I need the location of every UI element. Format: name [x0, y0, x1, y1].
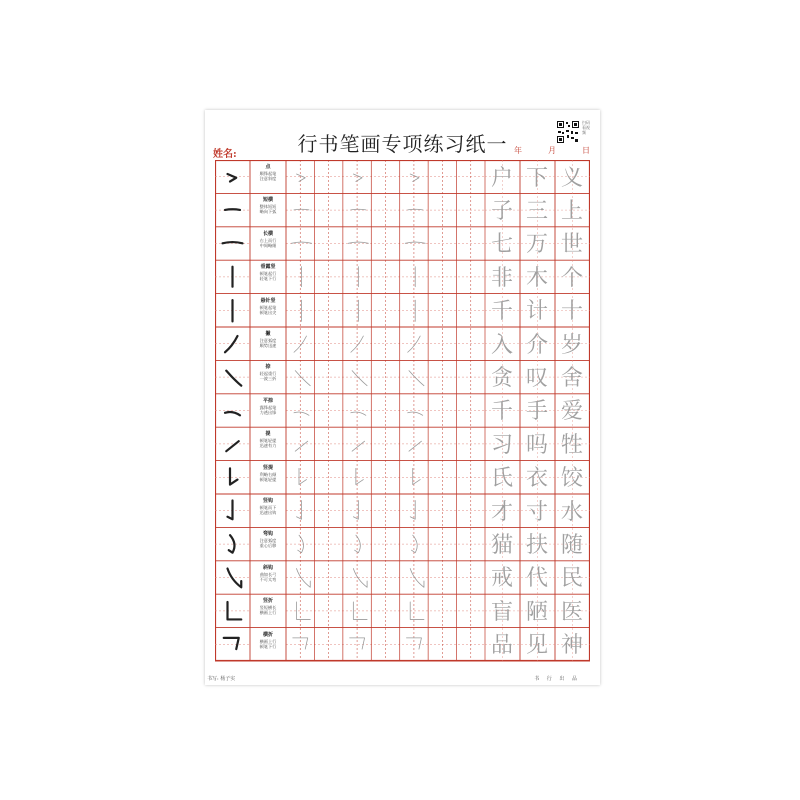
practice-character: 十: [560, 299, 583, 325]
stroke-description: 顿笔出尖: [259, 309, 277, 315]
practice-character: 万: [525, 232, 548, 258]
stroke-description: 注意弧度: [259, 338, 277, 343]
month-label: 月: [548, 146, 556, 155]
stroke-name: 横折: [262, 631, 273, 638]
stroke-description: 曲如长弓: [259, 571, 277, 577]
trace-stroke: [295, 371, 310, 386]
day-label: 日: [582, 146, 590, 155]
stroke-description: 重心后移: [259, 543, 277, 549]
practice-character: 岁: [560, 332, 583, 358]
stroke-guide: [250, 499, 286, 515]
trace-stroke: [352, 371, 367, 386]
model-stroke: [228, 501, 233, 520]
model-stroke: [225, 336, 238, 352]
stroke-guide: [250, 466, 286, 482]
stroke-guide: [250, 332, 286, 348]
practice-character: 三: [525, 198, 548, 224]
name-label: 姓名:: [213, 149, 237, 160]
trace-stroke: [409, 371, 424, 386]
stroke-description: 力透出锋: [259, 409, 277, 415]
author-credit: 书写: 杨子实: [207, 676, 236, 682]
stroke-description: 露锋起笔: [259, 404, 277, 410]
stroke-description: 顿笔起行: [259, 271, 277, 277]
practice-character: 氏: [490, 466, 513, 492]
stroke-guide: [250, 232, 286, 248]
practice-character: 手: [525, 399, 548, 425]
trace-stroke: [405, 242, 425, 243]
practice-character: 民: [560, 566, 583, 592]
date-fields: [514, 145, 590, 156]
practice-character: 代: [525, 566, 548, 592]
trace-stroke: [294, 412, 309, 415]
trace-stroke: [410, 501, 415, 520]
practice-character: 介: [525, 332, 548, 358]
stroke-description: 顺势迅速: [259, 343, 277, 348]
practice-character: 入: [490, 332, 513, 358]
stroke-description: 顿笔下行: [259, 643, 277, 649]
practice-character: 叹: [525, 365, 548, 391]
stroke-name: 垂露竖: [260, 264, 276, 271]
practice-character: 上: [560, 198, 583, 224]
trace-stroke: [406, 638, 421, 649]
stroke-description: 中间略细: [259, 242, 277, 248]
model-stroke: [228, 174, 237, 182]
stroke-description: 顿笔而下: [259, 505, 277, 510]
stroke-description: 轻起重行: [259, 371, 277, 377]
practice-character: 才: [490, 499, 513, 525]
trace-stroke: [295, 441, 308, 451]
trace-stroke: [353, 501, 358, 520]
practice-character: 饺: [560, 466, 583, 492]
practice-character: 陋: [525, 599, 548, 625]
stroke-name: 短横: [262, 197, 273, 204]
trace-stroke: [293, 638, 308, 649]
stroke-description: 注意弧度: [259, 538, 277, 544]
model-stroke: [225, 412, 240, 415]
stroke-guide: [250, 198, 286, 214]
practice-character: 户: [490, 165, 513, 191]
model-stroke: [226, 441, 239, 451]
practice-character: 随: [560, 532, 583, 558]
publisher-credit: 书 行 出 品: [534, 676, 580, 682]
stroke-description: 一波三折: [259, 376, 277, 382]
model-stroke: [226, 371, 241, 386]
stroke-description: 迅速出钩: [259, 510, 277, 515]
stroke-description: 不可太弯: [259, 576, 277, 582]
practice-character: 寸: [525, 499, 548, 525]
stroke-guide: [250, 633, 286, 649]
trace-stroke: [297, 501, 302, 520]
stroke-description: 整体短短: [259, 204, 277, 210]
practice-character: 衣: [525, 466, 548, 492]
practice-character: 牲: [560, 432, 583, 458]
stroke-description: 迅速有力: [259, 443, 277, 449]
stroke-guide: [250, 299, 286, 315]
stroke-description: 顺锋起笔: [259, 171, 277, 176]
year-label: 年: [514, 146, 522, 155]
practice-character: 木: [525, 265, 548, 291]
practice-character: 子: [490, 198, 513, 224]
practice-character: 见: [525, 633, 548, 659]
model-stroke: [230, 468, 238, 484]
practice-character: 医: [560, 599, 583, 625]
practice-character: 爱: [560, 399, 583, 425]
practice-character: 义: [560, 165, 583, 191]
practice-character: 盲: [490, 599, 513, 625]
trace-stroke: [297, 569, 311, 588]
trace-stroke: [348, 242, 368, 243]
stroke-description: 顿笔起笔: [259, 304, 277, 310]
trace-stroke: [409, 441, 422, 451]
trace-stroke: [351, 412, 366, 415]
practice-character: 水: [560, 499, 583, 525]
stroke-description: 顿笔轻提: [259, 438, 277, 444]
trace-stroke: [351, 209, 366, 210]
stroke-guide: [250, 432, 286, 448]
practice-character: 吗: [525, 432, 548, 458]
qr-code-icon: [556, 120, 580, 144]
stroke-guide: [250, 566, 286, 582]
trace-stroke: [410, 569, 424, 588]
stroke-guide: [250, 532, 286, 548]
practice-character: 世: [560, 232, 583, 258]
stroke-guide: [250, 265, 286, 281]
trace-stroke: [352, 441, 365, 451]
trace-stroke: [350, 638, 365, 649]
trace-stroke: [408, 209, 423, 210]
stroke-name: 竖提: [262, 464, 273, 471]
practice-character: 品: [490, 633, 513, 659]
stroke-guide: [250, 365, 286, 381]
practice-character: 计: [525, 299, 548, 325]
practice-sheet: [205, 110, 600, 685]
stroke-name: 弯钩: [262, 531, 273, 538]
stroke-name: 长横: [262, 230, 273, 237]
model-stroke: [228, 569, 242, 588]
stroke-description: 右上而行: [259, 237, 277, 243]
stroke-description: 横画上行: [259, 610, 277, 616]
qr-caption: 扫码看视频: [582, 120, 590, 135]
practice-character: 习: [490, 432, 513, 458]
stroke-name: 悬针竖: [260, 297, 276, 304]
trace-stroke: [410, 174, 419, 182]
trace-stroke: [294, 209, 309, 210]
practice-character: 下: [525, 165, 548, 191]
trace-stroke: [297, 174, 306, 182]
stroke-name: 提: [265, 431, 271, 438]
practice-character: 戒: [490, 566, 513, 592]
page-title: 行书笔画专项练习纸一: [297, 132, 508, 156]
trace-stroke: [353, 174, 362, 182]
model-stroke: [224, 638, 239, 649]
stroke-description: 轻笔下行: [259, 276, 277, 282]
stroke-description: 利略右倾: [259, 471, 277, 477]
practice-character: 猫: [490, 532, 513, 558]
trace-stroke: [408, 412, 423, 415]
stroke-name: 捺: [265, 364, 271, 371]
stroke-description: 注意斜度: [259, 176, 277, 181]
practice-character: 神: [560, 633, 583, 659]
stroke-name: 点: [265, 164, 271, 170]
practice-character: 千: [490, 399, 513, 425]
stroke-description: 顿笔轻提: [259, 476, 277, 482]
practice-character: 千: [490, 299, 513, 325]
stroke-description: 横画上行: [259, 638, 277, 644]
stroke-name: 竖钩: [262, 498, 273, 504]
practice-character: 七: [490, 232, 513, 258]
practice-character: 非: [490, 265, 513, 291]
stroke-name: 竖折: [262, 598, 273, 605]
trace-stroke: [410, 602, 424, 620]
practice-character: 扶: [525, 532, 548, 558]
practice-character: 个: [560, 265, 583, 291]
stroke-name: 平捺: [262, 397, 273, 404]
trace-stroke: [292, 242, 312, 243]
model-stroke: [223, 242, 243, 243]
stroke-name: 撇: [265, 331, 271, 337]
trace-stroke: [353, 569, 367, 588]
stroke-guide: [250, 399, 286, 415]
model-stroke: [225, 209, 240, 210]
stroke-description: 竖短横长: [259, 605, 277, 611]
stroke-name: 斜钩: [262, 564, 273, 571]
stroke-guide: [250, 165, 286, 181]
practice-character: 舍: [560, 365, 583, 391]
stroke-description: 略向下弧: [259, 209, 277, 215]
stroke-guide: [250, 599, 286, 615]
practice-character: 贪: [490, 365, 513, 391]
